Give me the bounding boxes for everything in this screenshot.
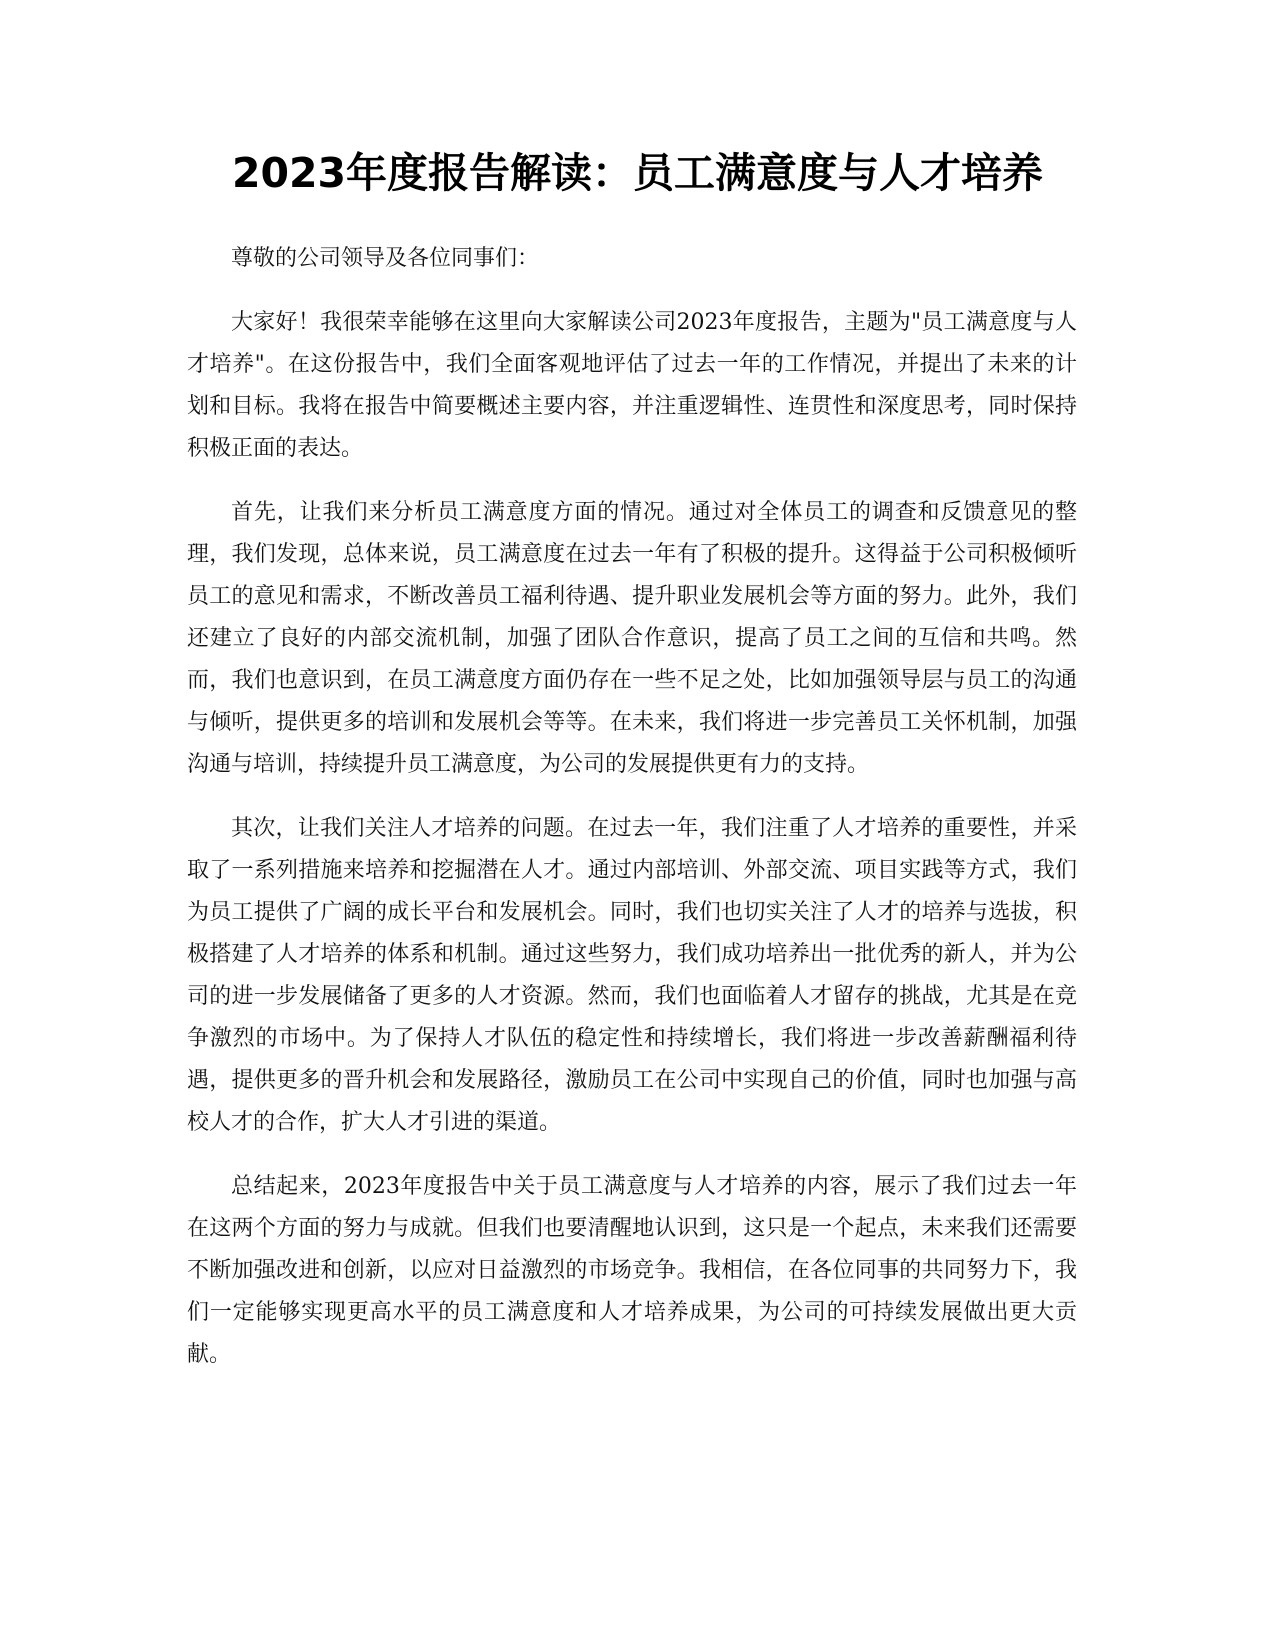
- document-title: 2023年度报告解读：员工满意度与人才培养: [231, 149, 1044, 197]
- paragraph-intro: 大家好！我很荣幸能够在这里向大家解读公司2023年度报告，主题为"员工满意度与人才培养"。在这份报告中，我们全面客观地评估了过去一年的工作情况，并提出了未来的计划和目标。我将在报告中简要概述主要内容，并注重逻辑性、连贯性和深度思考，同时保持积极正面的表达。: [187, 310, 1077, 461]
- document-body: [187, 238, 1077, 1398]
- paragraph-conclusion: 总结起来，2023年度报告中关于员工满意度与人才培养的内容，展示了我们过去一年在这两个方面的努力与成就。但我们也要清醒地认识到，这只是一个起点，未来我们还需要不断加强改进和创新，以应对日益激烈的市场竞争。我相信，在各位同事的共同努力下，我们一定能够实现更高水平的员工满意度和人才培养成果，为公司的可持续发展做出更大贡献。: [187, 1174, 1077, 1367]
- paragraph-employee-satisfaction: 首先，让我们来分析员工满意度方面的情况。通过对全体员工的调查和反馈意见的整理，我们发现，总体来说，员工满意度在过去一年有了积极的提升。这得益于公司积极倾听员工的意见和需求，不断改善员工福利待遇、提升职业发展机会等方面的努力。此外，我们还建立了良好的内部交流机制，加强了团队合作意识，提高了员工之间的互信和共鸣。然而，我们也意识到，在员工满意度方面仍存在一些不足之处，比如加强领导层与员工的沟通与倾听，提供更多的培训和发展机会等等。在未来，我们将进一步完善员工关怀机制，加强沟通与培训，持续提升员工满意度，为公司的发展提供更有力的支持。: [187, 500, 1077, 777]
- paragraph-talent-development: 其次，让我们关注人才培养的问题。在过去一年，我们注重了人才培养的重要性，并采取了一系列措施来培养和挖掘潜在人才。通过内部培训、外部交流、项目实践等方式，我们为员工提供了广阔的成长平台和发展机会。同时，我们也切实关注了人才的培养与选拔，积极搭建了人才培养的体系和机制。通过这些努力，我们成功培养出一批优秀的新人，并为公司的进一步发展储备了更多的人才资源。然而，我们也面临着人才留存的挑战，尤其是在竞争激烈的市场中。为了保持人才队伍的稳定性和持续增长，我们将进一步改善薪酬福利待遇，提供更多的晋升机会和发展路径，激励员工在公司中实现自己的价值，同时也加强与高校人才的合作，扩大人才引进的渠道。: [187, 816, 1077, 1135]
- greeting-line: 尊敬的公司领导及各位同事们：: [231, 246, 540, 271]
